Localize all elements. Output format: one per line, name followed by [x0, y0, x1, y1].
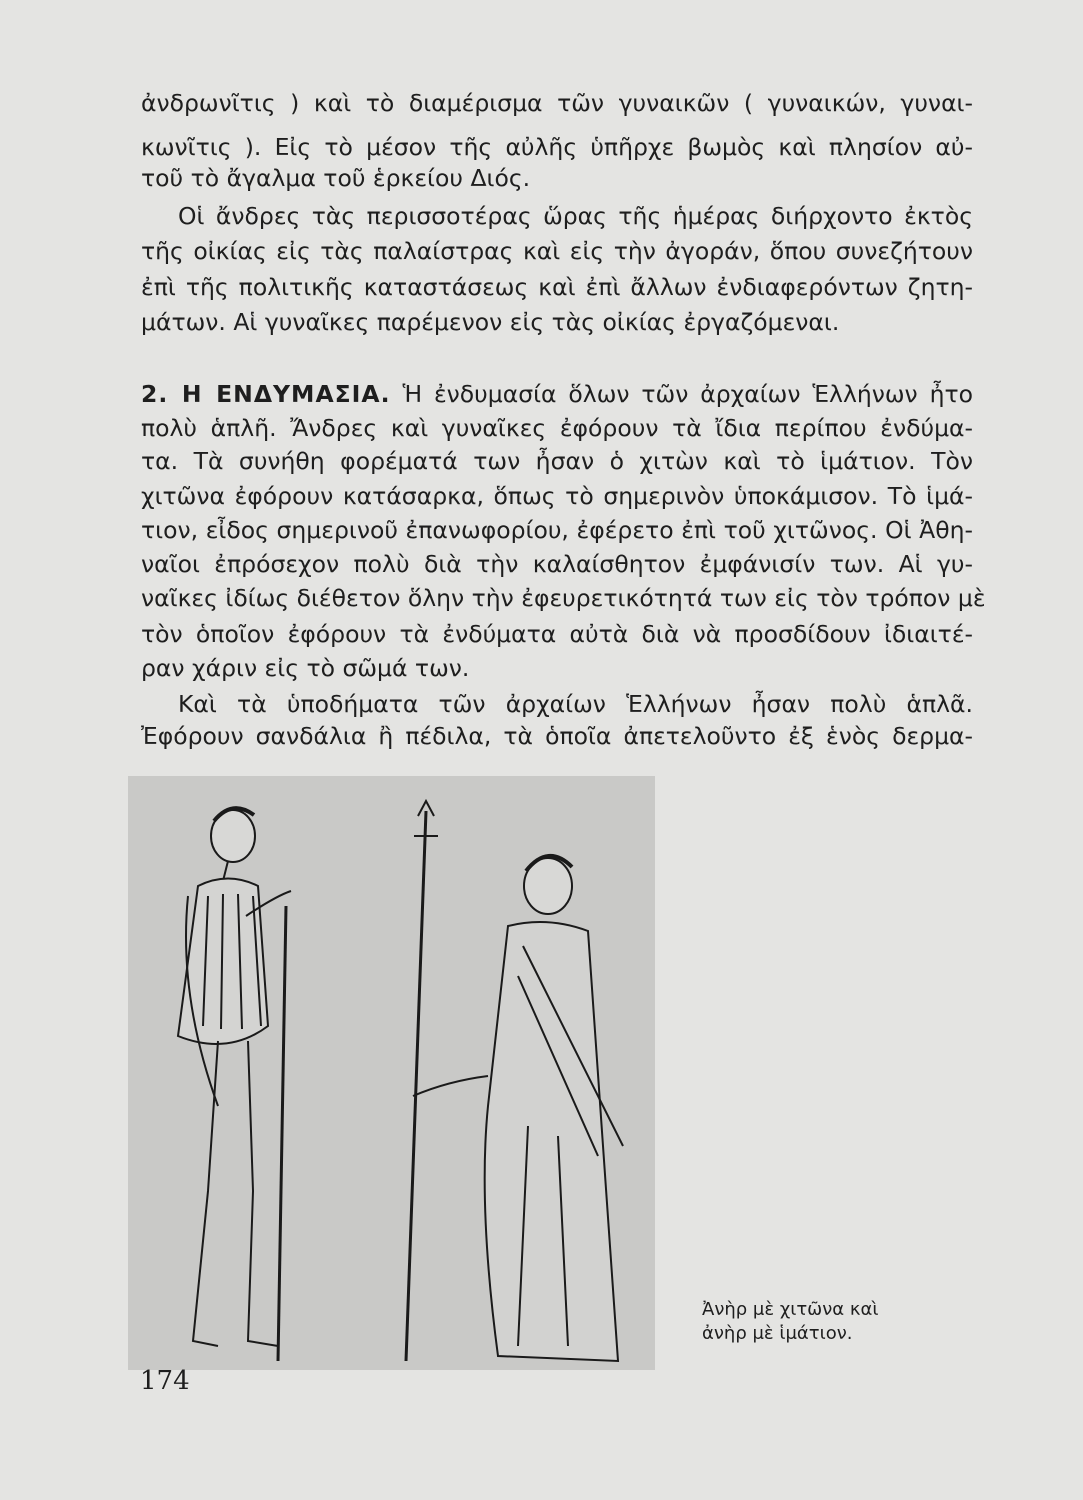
section-first-line: [141, 379, 973, 409]
text-fragment: Ἡ ἐνδυμασία ὅλων τῶν ἀρχαίων Ἑλλήνων ἦτο: [402, 380, 973, 408]
text-line: Οἱ ἄνδρες τὰς περισσοτέρας ὥρας τῆς ἡμέρας διήρχοντο ἐκτὸς: [178, 202, 973, 230]
text-line: τα. Τὰ συνήθη φορέματά των ἦσαν ὁ χιτὼν καὶ τὸ ἱμάτιον. Τὸν: [141, 447, 973, 475]
text-line: τοῦ τὸ ἄγαλμα τοῦ ἑρκείου Διός.: [141, 164, 531, 192]
text-line: χιτῶνα ἐφόρουν κατάσαρκα, ὅπως τὸ σημερινὸν ὑποκάμισον. Τὸ ἱμά-: [141, 482, 973, 510]
text-line: ἀνδρωνῖτις ) καὶ τὸ διαμέρισμα τῶν γυναικῶν ( γυναικών, γυναι-: [141, 89, 973, 117]
text-line: Καὶ τὰ ὑποδήματα τῶν ἀρχαίων Ἑλλήνων ἦσαν πολὺ ἁπλᾶ.: [178, 690, 973, 718]
illustration-two-men: [128, 776, 655, 1370]
section-heading: 2. Η ΕΝΔΥΜΑΣΙΑ.: [141, 380, 391, 408]
text-line: Ἐφόρουν σανδάλια ἢ πέδιλα, τὰ ὁποῖα ἀπετελοῦντο ἐξ ἑνὸς δερμα-: [141, 722, 973, 750]
page-number: 174: [140, 1366, 190, 1396]
text-line: πολὺ ἁπλῆ. Ἄνδρες καὶ γυναῖκες ἐφόρουν τὰ ἴδια περίπου ἐνδύμα-: [141, 414, 973, 442]
text-line: τῆς οἰκίας εἰς τὰς παλαίστρας καὶ εἰς τὴν ἀγοράν, ὅπου συνεζήτουν: [141, 237, 973, 265]
text-line: τιον, εἶδος σημερινοῦ ἐπανωφορίου, ἐφέρετο ἐπὶ τοῦ χιτῶνος. Οἱ Ἀθη-: [141, 516, 973, 544]
man-with-chiton-figure: [178, 808, 291, 1361]
text-line: ναῖκες ἰδίως διέθετον ὅλην τὴν ἐφευρετικότητά των εἰς τὸν τρόπον μὲ: [141, 584, 986, 612]
text-line: κωνῖτις ). Εἰς τὸ μέσον τῆς αὐλῆς ὑπῆρχε βωμὸς καὶ πλησίον αὐ-: [141, 133, 973, 161]
figure-caption-line: ἀνὴρ μὲ ἱμάτιον.: [702, 1323, 853, 1344]
figure-caption-line: Ἀνὴρ μὲ χιτῶνα καὶ: [702, 1299, 879, 1320]
text-line: ναῖοι ἐπρόσεχον πολὺ διὰ τὴν καλαίσθητον ἐμφάνισίν των. Αἱ γυ-: [141, 550, 973, 578]
text-line: τὸν ὁποῖον ἐφόρουν τὰ ἐνδύματα αὐτὰ διὰ νὰ προσδίδουν ἰδιαιτέ-: [141, 620, 973, 648]
text-line: ραν χάριν εἰς τὸ σῶμά των.: [141, 654, 470, 682]
man-with-himation-figure: [406, 801, 623, 1361]
text-line: μάτων. Αἱ γυναῖκες παρέμενον εἰς τὰς οἰκίας ἐργαζόμεναι.: [141, 308, 840, 336]
text-line: ἐπὶ τῆς πολιτικῆς καταστάσεως καὶ ἐπὶ ἄλλων ἐνδιαφερόντων ζητη-: [141, 273, 973, 301]
